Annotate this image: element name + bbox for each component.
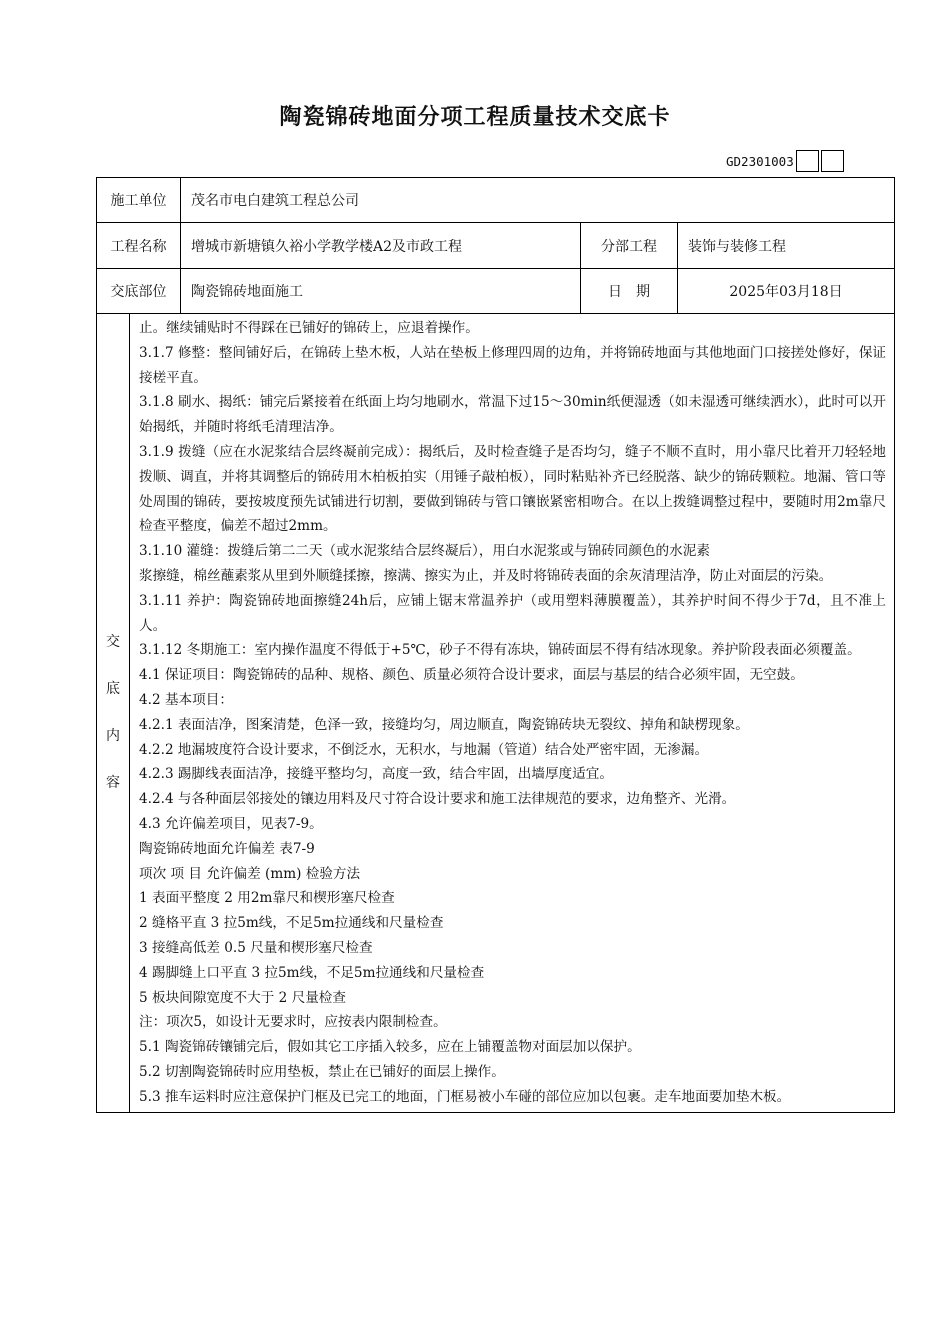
- project-value: 增城市新塘镇久裕小学教学楼A2及市政工程: [181, 223, 581, 269]
- content-side-label: [97, 314, 130, 1113]
- code-box-1: [796, 150, 819, 172]
- content-line: 3.1.9 拨缝（应在水泥浆结合层终凝前完成）：揭纸后，及时检查缝子是否均匀，缝子不顺不直时，用小靠尺比着开刀轻轻地拨顺、调直，并将其调整后的锦砖用木柏板拍实（用锤子敲柏板），同时粘贴补齐已经脱落、缺少的锦砖颗粒。地漏、管口等处周围的锦砖，要按坡度预先试铺进行切割，要做到锦砖与管口镶嵌紧密相吻合。在以上拨缝调整过程中，要随时用2m靠尺检查平整度，偏差不超过2mm。: [139, 443, 887, 535]
- unit-value: 茂名市电白建筑工程总公司: [181, 178, 895, 223]
- content-line: 2 缝格平直 3 拉5m线，不足5m拉通线和尺量检查: [139, 915, 444, 932]
- content-line: 4.2.1 表面洁净，图案清楚，色泽一致，接缝均匀，周边顺直，陶瓷锦砖块无裂纹、掉角和缺楞现象。: [139, 716, 749, 733]
- content-line: 4.2.3 踢脚线表面洁净，接缝平整均匀，高度一致，结合牢固，出墙厚度适宜。: [139, 766, 613, 783]
- content-line: 4.1 保证项目：陶瓷锦砖的品种、规格、颜色、质量必须符合设计要求，面层与基层的结合必须牢固，无空鼓。: [139, 667, 804, 684]
- code-box-2: [821, 150, 844, 172]
- side-char: 内: [106, 728, 120, 745]
- sub-project-label: 分部工程: [581, 223, 678, 269]
- content-line: 止。继续铺贴时不得踩在已铺好的锦砖上，应退着操作。: [139, 320, 479, 336]
- row-part: [97, 269, 895, 314]
- content-line: 4.2.4 与各种面层邻接处的镶边用料及尺寸符合设计要求和施工法律规范的要求，边角整齐、光滑。: [139, 791, 736, 808]
- content-line: 4.3 允许偏差项目，见表7-9。: [139, 815, 323, 832]
- row-unit: [97, 178, 895, 223]
- side-char: 容: [106, 775, 120, 792]
- side-char: 底: [106, 681, 120, 698]
- content-line: 1 表面平整度 2 用2m靠尺和楔形塞尺检查: [139, 890, 395, 907]
- date-label: 日 期: [581, 269, 678, 314]
- content-line: 3.1.10 灌缝：拨缝后第二二天（或水泥浆结合层终凝后），用白水泥浆或与锦砖同颜色的水泥素: [139, 543, 710, 560]
- content-line: 陶瓷锦砖地面允许偏差 表7-9: [139, 840, 315, 857]
- content-line: 项次 项 目 允许偏差 (mm) 检验方法: [139, 865, 361, 882]
- part-value: 陶瓷锦砖地面施工: [181, 269, 581, 314]
- handover-card-table: [96, 177, 895, 1113]
- content-line: 5.1 陶瓷锦砖镶铺完后，假如其它工序插入较多，应在上铺覆盖物对面层加以保护。: [139, 1039, 641, 1056]
- content-line: 3.1.8 刷水、揭纸：铺完后紧接着在纸面上均匀地刷水，常温下过15～30min纸便湿透（如未湿透可继续洒水），此时可以开始揭纸，并随时将纸毛清理洁净。: [139, 394, 887, 436]
- row-project: [97, 223, 895, 269]
- content-line: 3.1.7 修整：整间铺好后，在锦砖上垫木板，人站在垫板上修理四周的边角，并将锦砖地面与其他地面门口接搓处修好，保证接槎平直。: [139, 344, 887, 386]
- document-title: 陶瓷锦砖地面分项工程质量技术交底卡: [279, 105, 671, 130]
- content-line: 5 板块间隙宽度不大于 2 尺量检查: [139, 989, 346, 1006]
- content-line: 3 接缝高低差 0.5 尺量和楔形塞尺检查: [139, 939, 373, 956]
- row-content: [97, 314, 895, 1113]
- content-line: 4.2 基本项目：: [139, 691, 233, 708]
- document-code: GD2301003: [726, 153, 794, 169]
- content-line: 注：项次5，如设计无要求时，应按表内限制检查。: [139, 1014, 447, 1031]
- unit-label: 施工单位: [97, 178, 181, 223]
- part-label: 交底部位: [97, 269, 181, 314]
- content-line: 3.1.11 养护：陶瓷锦砖地面擦缝24h后，应铺上锯末常温养护（或用塑料薄膜覆盖），其养护时间不得少于7d，且不准上人。: [139, 592, 887, 634]
- date-value: 2025年03月18日: [678, 269, 895, 314]
- content-line: 5.2 切割陶瓷锦砖时应用垫板，禁止在已铺好的面层上操作。: [139, 1063, 505, 1080]
- side-char: 交: [106, 634, 120, 651]
- content-line: 3.1.12 冬期施工：室内操作温度不得低于+5℃，砂子不得有冻块，锦砖面层不得有结冰现象。养护阶段表面必须覆盖。: [139, 642, 861, 659]
- content-line: 4 踢脚缝上口平直 3 拉5m线，不足5m拉通线和尺量检查: [139, 964, 485, 981]
- content-line: 4.2.2 地漏坡度符合设计要求，不倒泛水，无积水，与地漏（管道）结合处严密牢固，无渗漏。: [139, 741, 709, 758]
- sub-project-value: 装饰与装修工程: [678, 223, 895, 269]
- document-code-row: [726, 150, 844, 172]
- project-label: 工程名称: [97, 223, 181, 269]
- content-line: 5.3 推车运料时应注意保护门框及已完工的地面，门框易被小车碰的部位应加以包裹。走车地面要加垫木板。: [139, 1088, 791, 1105]
- content-body: [130, 314, 895, 1113]
- content-line: 浆擦缝，棉丝蘸素浆从里到外顺缝揉擦，擦满、擦实为止，并及时将锦砖表面的余灰清理洁净，防止对面层的污染。: [139, 567, 833, 584]
